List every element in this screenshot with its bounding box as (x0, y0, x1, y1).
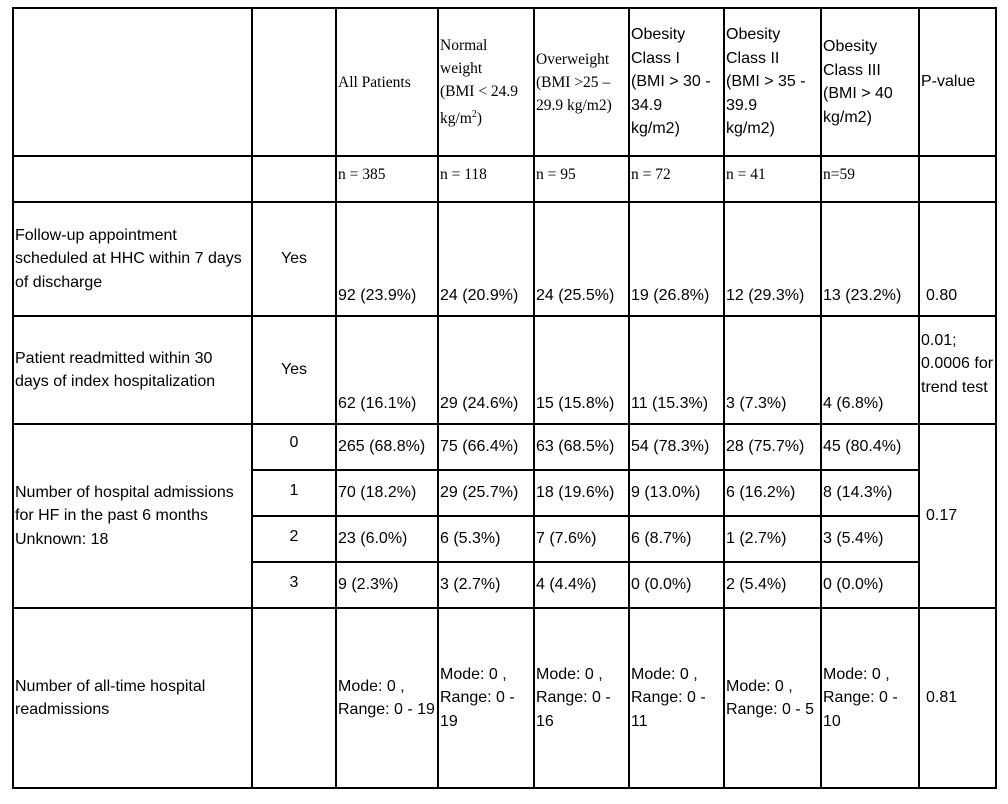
row-hf-0-normal: 75 (66.4%) (438, 424, 534, 470)
row-hf-1-obesity-3: 8 (14.3%) (821, 470, 919, 516)
row-hf-1-overweight: 18 (19.6%) (534, 470, 629, 516)
row-readmit30-all: 62 (16.1%) (336, 316, 438, 424)
row-hf-0-obesity-3: 45 (80.4%) (821, 424, 919, 470)
row-hf-0-all: 265 (68.8%) (336, 424, 438, 470)
normal-unit-sup: 2 (471, 108, 477, 120)
row-followup-obesity-2: 12 (29.3%) (724, 202, 821, 316)
row-hf-label: Number of hospital admissions for HF in the past 6 months (15, 483, 234, 525)
row-hf-2-overweight: 7 (7.6%) (534, 516, 629, 562)
row-followup-all: 92 (23.9%) (336, 202, 438, 316)
row-hf-2-obesity-2: 1 (2.7%) (724, 516, 821, 562)
row-readmit30-overweight: 15 (15.8%) (534, 316, 629, 424)
row-hf-1-obesity-1: 9 (13.0%) (629, 470, 724, 516)
row-followup (13, 202, 996, 316)
row-followup-obesity-3: 13 (23.2%) (821, 202, 919, 316)
overweight-line-1: Overweight (536, 50, 610, 68)
row-alltime-obesity-2: Mode: 0 , Range: 0 - 5 (724, 608, 821, 788)
row-hf-0-obesity-1: 54 (78.3%) (629, 424, 724, 470)
row-hf-level-0 (13, 424, 996, 470)
row-hf-3-overweight: 4 (4.4%) (534, 562, 629, 608)
row-readmit30-normal: 29 (24.6%) (438, 316, 534, 424)
row-readmit30-obesity-1: 11 (15.3%) (629, 316, 724, 424)
header-all-patients: All Patients (336, 8, 438, 156)
n-row-label (13, 156, 252, 202)
normal-unit-close: ) (476, 110, 483, 128)
row-hf-pvalue: 0.17 (919, 424, 996, 608)
row-alltime-obesity-1: Mode: 0 , Range: 0 - 11 (629, 608, 724, 788)
header-obesity-class-2 (724, 8, 821, 156)
n-row (13, 156, 996, 202)
n-obesity-2: n = 41 (724, 156, 821, 202)
normal-line-1: Normal (440, 36, 488, 54)
ob3-line-3: (BMI > 40 (823, 85, 893, 102)
row-alltime-overweight: Mode: 0 , Range: 0 - 16 (534, 608, 629, 788)
header-empty-category (252, 8, 336, 156)
row-hf-3-category: 3 (252, 562, 336, 608)
row-hf-label-cell (13, 424, 252, 608)
ob2-line-1: Obesity (726, 26, 781, 44)
row-hf-2-normal: 6 (5.3%) (438, 516, 534, 562)
row-hf-2-obesity-1: 6 (8.7%) (629, 516, 724, 562)
row-hf-0-overweight: 63 (68.5%) (534, 424, 629, 470)
n-normal: n = 118 (438, 156, 534, 202)
row-hf-2-all: 23 (6.0%) (336, 516, 438, 562)
ob1-line-3: (BMI > 30 - (631, 73, 711, 91)
row-alltime-normal: Mode: 0 , Range: 0 - 19 (438, 608, 534, 788)
row-followup-normal: 24 (20.9%) (438, 202, 534, 316)
row-hf-3-all: 9 (2.3%) (336, 562, 438, 608)
header-obesity-class-1 (629, 8, 724, 156)
row-alltime-label: Number of all-time hospital readmissions (13, 608, 252, 788)
row-hf-3-normal: 3 (2.7%) (438, 562, 534, 608)
row-readmit30 (13, 316, 996, 424)
row-followup-category: Yes (252, 202, 336, 316)
ob3-line-1: Obesity (823, 38, 878, 55)
row-alltime-pvalue: 0.81 (919, 608, 996, 788)
normal-line-2: weight (440, 59, 483, 77)
row-hf-1-all: 70 (18.2%) (336, 470, 438, 516)
row-hf-1-normal: 29 (25.7%) (438, 470, 534, 516)
ob2-line-5: kg/m2) (726, 120, 775, 138)
row-followup-label: Follow-up appointment scheduled at HHC within 7 days of discharge (13, 202, 252, 316)
row-readmit30-category: Yes (252, 316, 336, 424)
n-obesity-3: n=59 (821, 156, 919, 202)
n-pvalue (919, 156, 996, 202)
normal-line-3: (BMI < 24.9 (440, 82, 519, 100)
ob2-line-2: Class II (726, 49, 780, 67)
n-all: n = 385 (336, 156, 438, 202)
ob2-line-3: (BMI > 35 - (726, 73, 806, 91)
row-alltime (13, 608, 996, 788)
header-row (13, 8, 996, 156)
ob2-line-4: 39.9 (726, 96, 758, 114)
bmi-outcomes-table (12, 7, 997, 789)
row-readmit30-label: Patient readmitted within 30 days of index hospitalization (13, 316, 252, 424)
row-hf-unknown: Unknown: 18 (15, 530, 109, 548)
ob1-line-1: Obesity (631, 26, 686, 44)
header-empty-label (13, 8, 252, 156)
ob1-line-4: 34.9 (631, 96, 663, 114)
row-hf-3-obesity-3: 0 (0.0%) (821, 562, 919, 608)
normal-line-4 (440, 103, 532, 130)
normal-unit: kg/m (440, 110, 472, 128)
ob3-line-2: Class III (823, 61, 881, 79)
row-alltime-all: Mode: 0 , Range: 0 - 19 (336, 608, 438, 788)
overweight-line-2: (BMI >25 – (536, 73, 611, 91)
row-hf-0-obesity-2: 28 (75.7%) (724, 424, 821, 470)
overweight-line-3: 29.9 kg/m2) (536, 96, 612, 114)
row-readmit30-pvalue: 0.01; 0.0006 for trend test (919, 316, 996, 424)
row-hf-3-obesity-1: 0 (0.0%) (629, 562, 724, 608)
n-obesity-1: n = 72 (629, 156, 724, 202)
n-row-category (252, 156, 336, 202)
ob1-line-2: Class I (631, 49, 680, 67)
row-hf-0-category: 0 (252, 424, 336, 470)
row-alltime-category (252, 608, 336, 788)
header-normal-weight (438, 8, 534, 156)
row-readmit30-obesity-2: 3 (7.3%) (724, 316, 821, 424)
row-followup-overweight: 24 (25.5%) (534, 202, 629, 316)
header-obesity-class-3 (821, 8, 919, 156)
row-hf-2-obesity-3: 3 (5.4%) (821, 516, 919, 562)
row-hf-2-category: 2 (252, 516, 336, 562)
row-hf-1-obesity-2: 6 (16.2%) (724, 470, 821, 516)
row-followup-pvalue: 0.80 (919, 202, 996, 316)
row-alltime-obesity-3: Mode: 0 , Range: 0 - 10 (821, 608, 919, 788)
row-readmit30-obesity-3: 4 (6.8%) (821, 316, 919, 424)
row-hf-3-obesity-2: 2 (5.4%) (724, 562, 821, 608)
n-overweight: n = 95 (534, 156, 629, 202)
row-followup-obesity-1: 19 (26.8%) (629, 202, 724, 316)
header-p-value: P-value (919, 8, 996, 156)
row-hf-1-category: 1 (252, 470, 336, 516)
header-overweight (534, 8, 629, 156)
ob3-line-4: kg/m2) (823, 108, 872, 126)
ob1-line-5: kg/m2) (631, 120, 680, 138)
